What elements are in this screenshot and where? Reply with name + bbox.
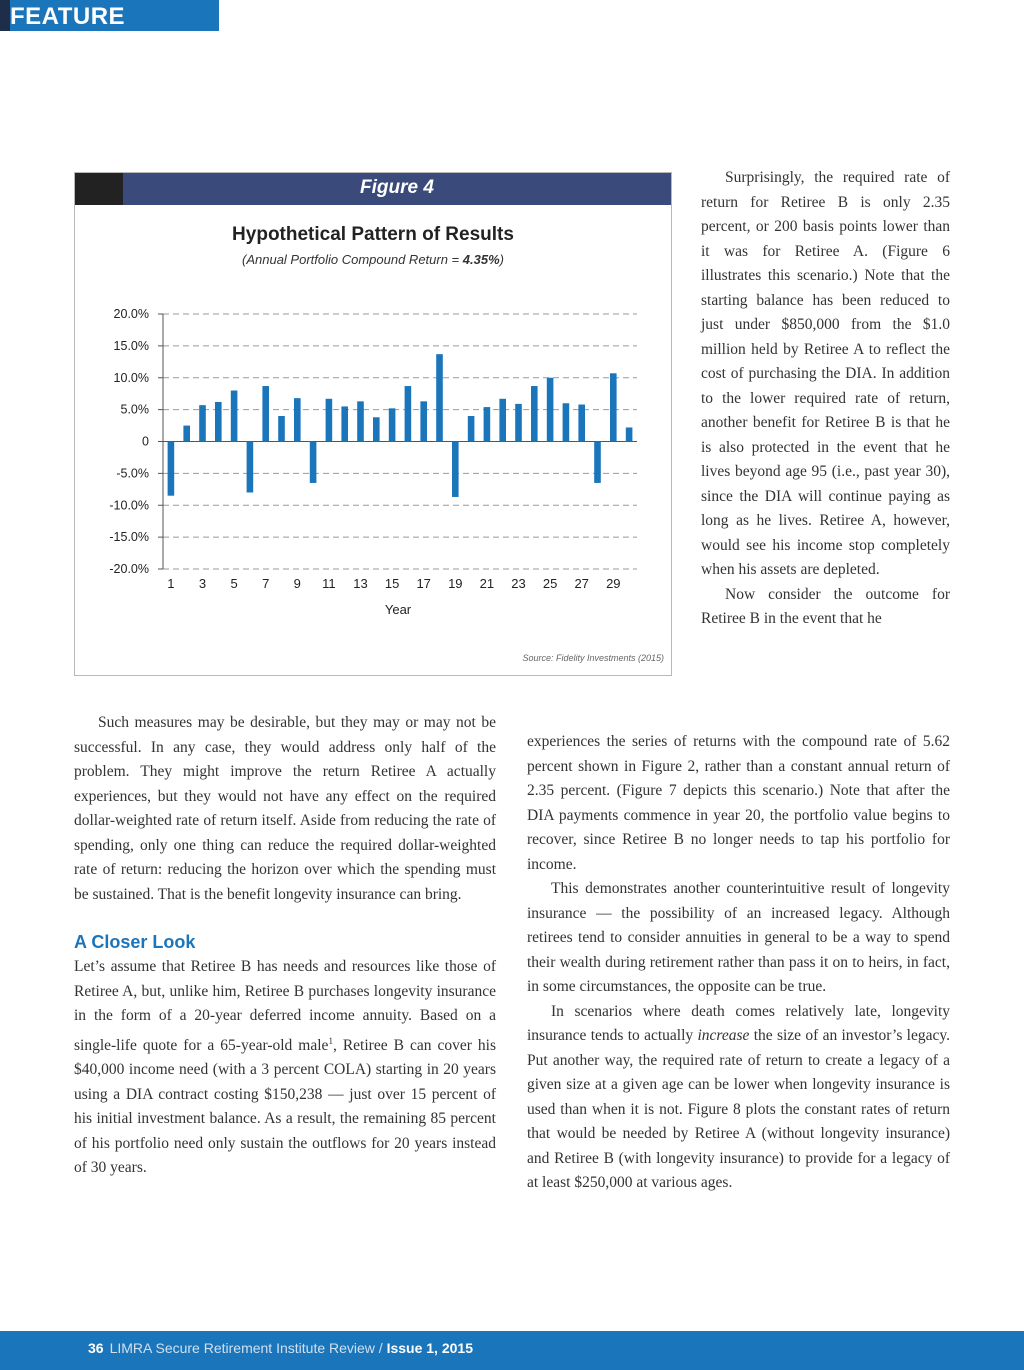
bar-year-22	[499, 399, 506, 442]
bar-year-7	[262, 386, 269, 441]
y-tick-label: 10.0%	[113, 370, 149, 385]
y-tick-label: 5.0%	[120, 402, 149, 417]
x-tick-label: 23	[511, 576, 526, 591]
paragraph: Now consider the outcome for Retiree B in the event that he	[701, 585, 950, 627]
chart-subtitle-value: 4.35%	[462, 252, 500, 267]
x-tick-label: 29	[606, 576, 621, 591]
y-tick-label: -10.0%	[109, 498, 149, 513]
bar-year-11	[326, 399, 333, 442]
x-tick-label: 9	[293, 576, 301, 591]
bar-year-12	[341, 406, 348, 441]
x-tick-label: 1	[167, 576, 175, 591]
bar-year-4	[215, 402, 222, 442]
bar-year-18	[436, 354, 443, 441]
x-tick-label: 13	[353, 576, 368, 591]
x-tick-label: 21	[479, 576, 495, 591]
bar-year-13	[357, 401, 364, 441]
bar-year-26	[563, 403, 570, 441]
bar-year-3	[199, 405, 206, 441]
chart-title: Hypothetical Pattern of Results	[232, 224, 514, 245]
paragraph: experiences the series of returns with the compound rate of 5.62 percent shown in Figure 2, rather than a constant annual return of 2.35 percent. (Figure 7 depicts this scenario.) Note that after the DIA payments commence in year 20, the portfolio value begins to recover, since Retiree B no longer needs to tap his portfolio for income.	[527, 733, 950, 873]
bar-year-1	[168, 442, 175, 496]
bar-year-21	[484, 407, 491, 441]
footer-text	[88, 1340, 473, 1356]
emphasis-text: increase	[697, 1027, 750, 1044]
paragraph: This demonstrates another counterintuitive result of longevity insurance — the possibility of an increased legacy. Although retirees tend to consider annuities in general to be a way to spend their wealth during retirement rather than pass it on to heirs, in fact, in some circumstances, the opposite can be true.	[527, 880, 950, 995]
x-tick-label: 25	[542, 576, 558, 591]
x-tick-label: 17	[416, 576, 431, 591]
x-tick-label: 5	[230, 576, 238, 591]
bar-year-28	[594, 442, 601, 483]
bar-year-6	[247, 442, 254, 493]
bar-year-9	[294, 398, 301, 441]
feature-label: FEATURE	[10, 3, 126, 30]
bar-year-10	[310, 442, 317, 483]
bar-year-30	[626, 427, 633, 441]
bar-year-16	[405, 386, 412, 441]
x-tick-label: 11	[322, 576, 336, 591]
publication-name: LIMRA Secure Retirement Institute Review /	[109, 1340, 387, 1356]
bar-year-24	[531, 386, 538, 441]
page-footer	[0, 1331, 1024, 1370]
paragraph: Surprisingly, the required rate of return for Retiree B is only 2.35 percent, or 200 basis points lower than it was for Retiree A. (Figure 6 illustrates this scenario.) Note that the starting balance has been reduced to just under $850,000 from the $1.0 million held by Retiree A to reflect the cost of purchasing the DIA. In addition to the lower required rate of return, another benefit for Retiree B is that he is also protected in the event that he lives beyond age 95 (i.e., past year 30), since the DIA will continue paying as long as he lives. Retiree A, however, would see his income stop completely when his assets are depleted.	[701, 169, 950, 578]
y-tick-label: 20.0%	[113, 307, 149, 321]
figure-4	[74, 172, 672, 676]
figure-source: Source: Fidelity Investments (2015)	[522, 653, 664, 663]
chart-subtitle-suffix: )	[499, 252, 504, 267]
bar-year-27	[578, 405, 585, 442]
bar-year-19	[452, 442, 459, 497]
footnote-mark: 1	[328, 1035, 333, 1046]
page-number: 36	[88, 1340, 104, 1356]
bar-year-8	[278, 416, 285, 442]
y-tick-label: 0	[142, 434, 149, 449]
paragraph	[527, 1000, 950, 1196]
chart-subtitle-prefix: (Annual Portfolio Compound Return =	[242, 252, 463, 267]
y-tick-label: 15.0%	[113, 338, 149, 353]
bar-year-2	[183, 426, 190, 442]
feature-tab-accent	[0, 0, 10, 31]
paragraph	[74, 955, 496, 1181]
y-tick-label: -5.0%	[116, 466, 149, 481]
y-tick-label: -15.0%	[109, 530, 149, 545]
bar-year-17	[420, 401, 427, 441]
left-column	[74, 711, 496, 1181]
paragraph: Such measures may be desirable, but they may or may not be successful. In any case, they would address only half of the problem. They might improve the return Retiree A actually experiences, but they would not have any effect on the required dollar-weighted rate of return itself. Aside from reducing the rate of spending, only one thing can reduce the required dollar-weighted rate of return: reducing the horizon over which the spending must be sustained. That is the benefit longevity insurance can bring.	[74, 714, 496, 903]
paragraph-text: Let’s assume that Retiree B has needs and resources like those of Retiree A, but, unlike him, Retiree B purchases longevity insurance in the form of a 20-year deferred income annuity. Based on a single-life quote for a 65-year-old male	[74, 958, 496, 1054]
x-axis-label: Year	[384, 602, 412, 617]
x-tick-label: 7	[262, 576, 270, 591]
bar-year-25	[547, 378, 554, 442]
bar-year-5	[231, 391, 238, 442]
right-column-top	[701, 166, 950, 632]
bar-year-20	[468, 416, 475, 442]
paragraph-text: In scenarios where death comes relatively late, longevity insurance tends to actually	[527, 1002, 950, 1044]
x-tick-label: 27	[574, 576, 589, 591]
figure-label: Figure 4	[360, 177, 434, 198]
bar-year-29	[610, 373, 617, 441]
y-tick-label: -20.0%	[109, 562, 149, 576]
bar-year-23	[515, 404, 522, 442]
bar-chart	[75, 173, 671, 675]
x-tick-label: 15	[384, 576, 400, 591]
bar-year-15	[389, 408, 396, 441]
paragraph-text: , Retiree B can cover his $40,000 income need (with a 3 percent COLA) starting in 20 years using a DIA contract costing $150,238 — just over 15 percent of his initial investment balance. As a result, the remaining 85 percent of his portfolio need only sustain the outflows for 20 years instead of 30 years.	[74, 1036, 497, 1177]
x-tick-label: 19	[448, 576, 463, 591]
feature-section-tab	[0, 0, 219, 31]
paragraph-text: the size of an investor’s legacy. Put another way, the required rate of return to create a legacy of a given size at a given age can be lower when longevity insurance is used than when it is not. Figure 8 plots the constant rates of return that would be needed by Retiree A (without longevity insurance) and Retiree B (with longevity insurance) to provide for a legacy of at least $250,000 at various ages.	[527, 1027, 950, 1191]
x-tick-label: 3	[198, 576, 207, 591]
bar-year-14	[373, 417, 380, 441]
issue-label: Issue 1, 2015	[386, 1340, 473, 1356]
right-column-bottom	[527, 730, 950, 1196]
section-heading: A Closer Look	[74, 932, 196, 952]
